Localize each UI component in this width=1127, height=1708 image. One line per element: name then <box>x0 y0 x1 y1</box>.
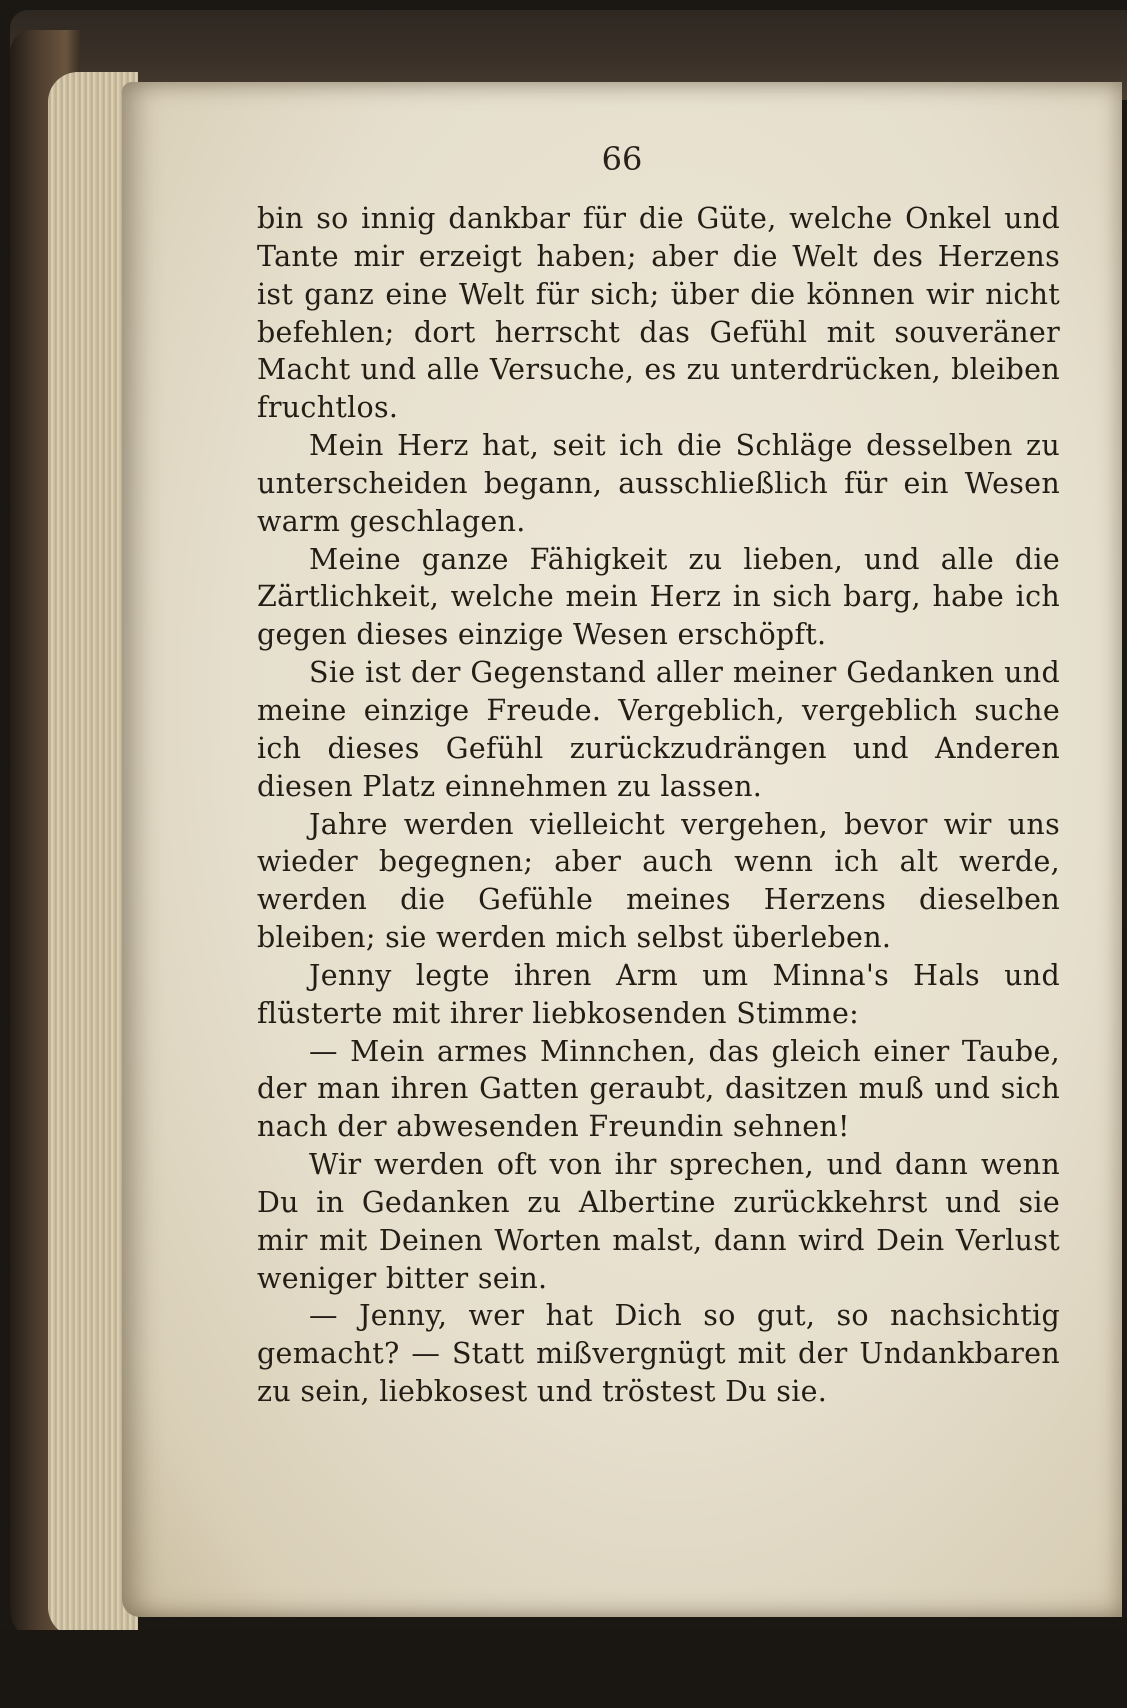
book-page <box>122 82 1122 1617</box>
paragraph: Jenny legte ihren Arm um Minna's Hals und flüsterte mit ihrer liebkosenden Stimme: <box>257 958 1060 1030</box>
paragraph: Sie ist der Gegenstand aller meiner Gedanken und meine einzige Freude. Vergeblich, vergeblich suche ich dieses Gefühl zurückzudrängen und Anderen diesen Platz einnehmen zu lassen. <box>257 656 1060 803</box>
page-number: 66 <box>601 140 643 178</box>
body-text <box>257 200 1060 1411</box>
paragraph: bin so innig dankbar für die Güte, welche Onkel und Tante mir erzeigt haben; aber die Welt des Herzens ist ganz eine Welt für sich; über die können wir nicht befehlen; dort herrscht das Gefühl mit souveräner Macht und alle Versuche, es zu unterdrücken, bleiben fruchtlos. <box>257 202 1060 425</box>
paragraph: — Mein armes Minnchen, das gleich einer Taube, der man ihren Gatten geraubt, dasitzen muß und sich nach der abwesenden Freundin sehnen! <box>257 1034 1060 1144</box>
paragraph: Meine ganze Fähigkeit zu lieben, und alle die Zärtlichkeit, welche mein Herz in sich barg, habe ich gegen dieses einzige Wesen erschöpft. <box>257 542 1060 652</box>
paragraph: — Jenny, wer hat Dich so gut, so nachsichtig gemacht? — Statt mißvergnügt mit der Undankbaren zu sein, liebkosest und tröstest Du sie. <box>257 1299 1060 1409</box>
paragraph: Wir werden oft von ihr sprechen, und dann wenn Du in Gedanken zu Albertine zurückkehrst und sie mir mit Deinen Worten malst, dann wird Dein Verlust weniger bitter sein. <box>257 1148 1060 1295</box>
paragraph: Jahre werden vielleicht vergehen, bevor wir uns wieder begegnen; aber auch wenn ich alt werde, werden die Gefühle meines Herzens dieselben bleiben; sie werden mich selbst überleben. <box>257 807 1060 955</box>
background-bottom <box>0 1630 1127 1708</box>
paragraph: Mein Herz hat, seit ich die Schläge desselben zu unterscheiden begann, ausschließlich für ein Wesen warm geschlagen. <box>257 429 1060 538</box>
